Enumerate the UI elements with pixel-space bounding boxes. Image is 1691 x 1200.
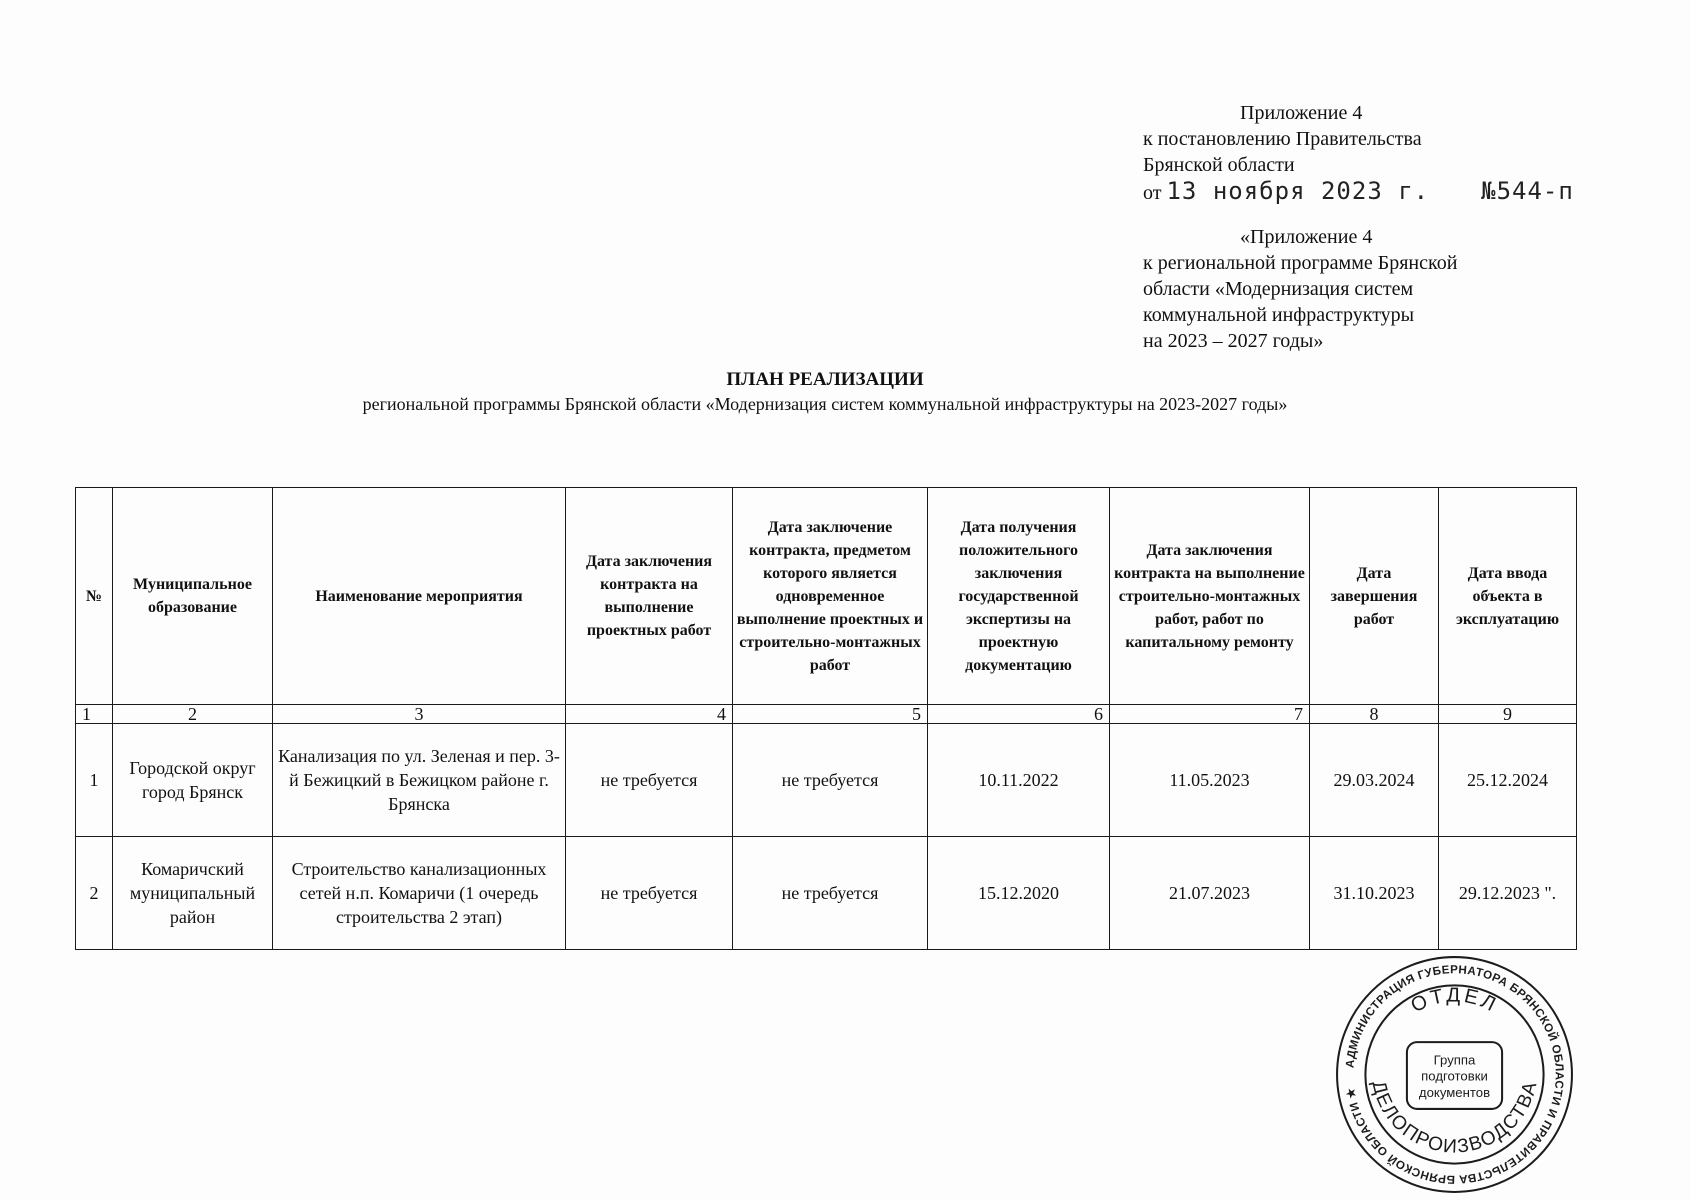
row-combined-contract-date: не требуется: [733, 724, 928, 837]
row-event-name: Строительство канализационных сетей н.п. Комаричи (1 очередь строительства 2 этап): [273, 837, 566, 950]
stamp-center-line: документов: [1418, 1084, 1491, 1100]
row-number: 2: [76, 837, 113, 950]
program-appendix-number: «Приложение 4: [1240, 226, 1373, 248]
appendix-number: Приложение 4: [1240, 102, 1363, 124]
row-event-name: Канализация по ул. Зеленая и пер. 3-й Бежицкий в Бежицком районе г. Брянска: [273, 724, 566, 837]
stamp-outer-text: АДМИНИСТРАЦИЯ ГУБЕРНАТОРА БРЯНСКОЙ ОБЛАСТИ И ПРАВИТЕЛЬСТВА БРЯНСКОЙ ОБЛАСТИ ★: [1343, 963, 1566, 1186]
stamp-arc-bottom: ДЕЛОПРОИЗВОДСТВА: [1367, 1078, 1542, 1158]
table-header-row: [76, 488, 1577, 705]
column-number: 1: [76, 705, 113, 724]
column-number: 5: [733, 705, 928, 724]
column-number: 6: [928, 705, 1110, 724]
header-combined-contract-date: Дата заключение контракта, предметом которого является одновременное выполнение проектных и строительно-монтажных работ: [733, 488, 928, 705]
header-commissioning-date: Дата ввода объекта в эксплуатацию: [1439, 488, 1577, 705]
header-municipality: Муниципальное образование: [113, 488, 273, 705]
date-prefix: от: [1143, 182, 1162, 204]
row-combined-contract-date: не требуется: [733, 837, 928, 950]
row-construction-contract-date: 21.07.2023: [1110, 837, 1310, 950]
resolution-number: №544-п: [1481, 177, 1574, 205]
header-construction-contract-date: Дата заключения контракта на выполнение строительно-монтажных работ, работ по капитальному ремонту: [1110, 488, 1310, 705]
resolution-date: 13 ноября 2023 г.: [1166, 177, 1430, 205]
appendix-region: Брянской области: [1143, 154, 1295, 176]
implementation-plan-table: [75, 487, 1577, 950]
appendix-resolution-ref: к постановлению Правительства: [1143, 128, 1422, 150]
program-appendix-line: коммунальной инфраструктуры: [1143, 304, 1415, 326]
row-construction-contract-date: 11.05.2023: [1110, 724, 1310, 837]
program-appendix-line: области «Модернизация систем: [1143, 278, 1414, 300]
row-municipality: Комаричский муниципальный район: [113, 837, 273, 950]
column-number: 8: [1310, 705, 1439, 724]
header-event-name: Наименование мероприятия: [273, 488, 566, 705]
header-expertise-date: Дата получения положительного заключения государственной экспертизы на проектную документацию: [928, 488, 1110, 705]
appendix-header: [1143, 100, 1574, 206]
row-municipality: Городской округ город Брянск: [113, 724, 273, 837]
header-completion-date: Дата завершения работ: [1310, 488, 1439, 705]
header-number: №: [76, 488, 113, 705]
column-number: 4: [566, 705, 733, 724]
document-subtitle: региональной программы Брянской области «Модернизация систем коммунальной инфраструктуры на 2023-2027 годы»: [362, 394, 1288, 414]
column-number: 2: [113, 705, 273, 724]
official-stamp: [1333, 953, 1576, 1196]
row-commissioning-date: 25.12.2024: [1439, 724, 1577, 837]
program-appendix-header: [1143, 224, 1457, 354]
row-commissioning-date: 29.12.2023 ".: [1439, 837, 1577, 950]
column-number: 9: [1439, 705, 1577, 724]
table-row: [76, 724, 1577, 837]
row-completion-date: 31.10.2023: [1310, 837, 1439, 950]
program-appendix-line: к региональной программе Брянской: [1143, 252, 1458, 274]
program-appendix-line: на 2023 – 2027 годы»: [1143, 330, 1324, 352]
column-number: 3: [273, 705, 566, 724]
column-number-row: [76, 705, 1577, 724]
column-number: 7: [1110, 705, 1310, 724]
row-expertise-date: 15.12.2020: [928, 837, 1110, 950]
row-number: 1: [76, 724, 113, 837]
header-design-contract-date: Дата заключения контракта на выполнение проектных работ: [566, 488, 733, 705]
row-design-contract-date: не требуется: [566, 724, 733, 837]
table-row: [76, 837, 1577, 950]
stamp-center-line: Группа: [1433, 1052, 1476, 1068]
stamp-center-line: подготовки: [1421, 1068, 1488, 1084]
row-completion-date: 29.03.2024: [1310, 724, 1439, 837]
row-expertise-date: 10.11.2022: [928, 724, 1110, 837]
stamp-arc-top: ОТДЕЛ: [1407, 984, 1502, 1018]
row-design-contract-date: не требуется: [566, 837, 733, 950]
document-title: ПЛАН РЕАЛИЗАЦИИ: [726, 369, 924, 390]
appendix-date-line: [1143, 178, 1574, 206]
